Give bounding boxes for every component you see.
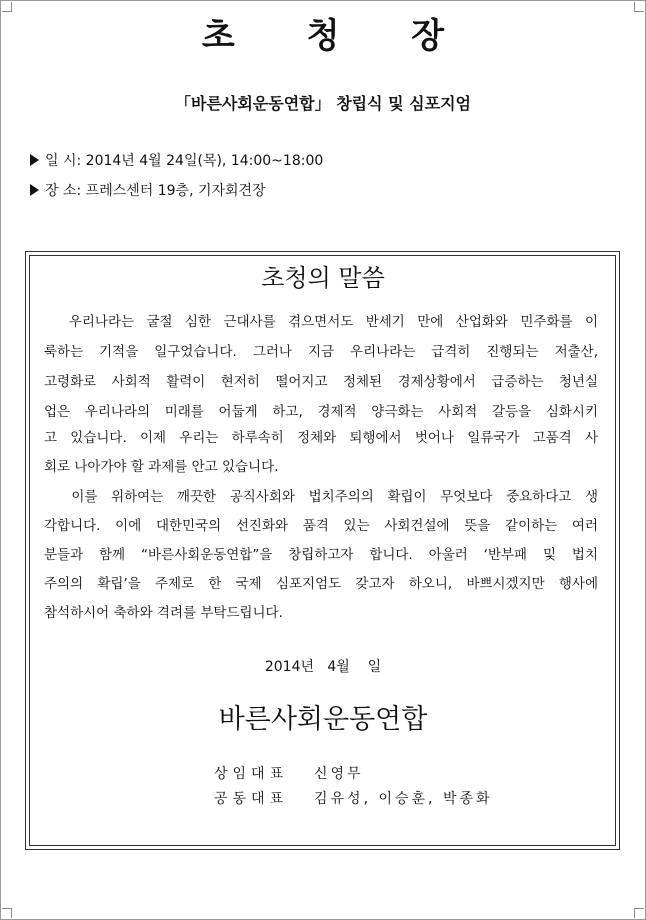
body-line: 회로 나아가야 할 과제를 안고 있습니다. [44,459,279,475]
representative-line [214,789,493,809]
body-line: 룩하는 기적을 일구었습니다. 그러나 지금 우리나라는 급격히 진행되는 저출산, [44,344,598,360]
body-line: 각합니다. 이에 대한민국의 선진화와 품격 있는 사회건설에 뜻을 같이하는 여러 [44,518,598,534]
body-line: 우리나라는 굴절 심한 근대사를 겪으면서도 반세기 만에 산업화와 민주화를 이 [44,314,598,330]
representative-role: 공동대표 [214,791,289,807]
body-line: 이를 위하여는 깨끗한 공직사회와 법치주의의 확립이 무엇보다 중요하다고 생 [44,489,598,505]
bullet-triangle-icon [30,184,39,196]
organization-name: 바른사회운동연합 [218,704,428,735]
representative-line [214,764,364,784]
bullet-triangle-icon [30,154,39,166]
invitation-date: 2014년 4월 일 [264,659,382,675]
representative-role: 상임대표 [214,766,289,782]
body-line: 고 있습니다. 이제 우리는 하루속히 정체와 퇴행에서 벗어나 일류국가 고품격 사 [44,430,598,446]
page-title: 초 청 장 [201,16,475,56]
event-date-line [30,151,323,171]
corner-mark-top-right [634,2,644,12]
representative-names: 김유성, 이승훈, 박종화 [314,791,493,807]
corner-mark-bottom-left [2,908,12,918]
corner-mark-top-left [2,2,12,12]
body-line: 업은 우리나라의 미래를 어둡게 하고, 경제적 양극화는 사회적 갈등을 심화시키 [44,404,598,420]
body-line: 참석하시어 축하와 격려를 부탁드립니다. [44,605,283,621]
representative-names: 신영무 [314,766,364,782]
event-date-text: 일 시: 2014년 4월 24일(목), 14:00~18:00 [45,153,324,169]
event-place-text: 장 소: 프레스센터 19층, 기자회견장 [45,183,266,199]
invitation-heading: 초청의 말씀 [261,264,385,292]
body-line: 분들과 함께 “바른사회운동연합”을 창립하고자 합니다. 아울러 ‘반부패 및 법치 [44,547,598,563]
body-line: 주의의 확립’을 주제로 한 국제 심포지엄도 갖고자 하오니, 바쁘시겠지만 행사에 [44,576,598,592]
event-place-line [30,181,266,201]
body-line: 고령화로 사회적 활력이 현저히 떨어지고 정체된 경제상황에서 급증하는 청년실 [44,374,598,390]
corner-mark-bottom-right [634,908,644,918]
event-subtitle: 「바른사회운동연합」 창립식 및 심포지엄 [174,94,471,113]
